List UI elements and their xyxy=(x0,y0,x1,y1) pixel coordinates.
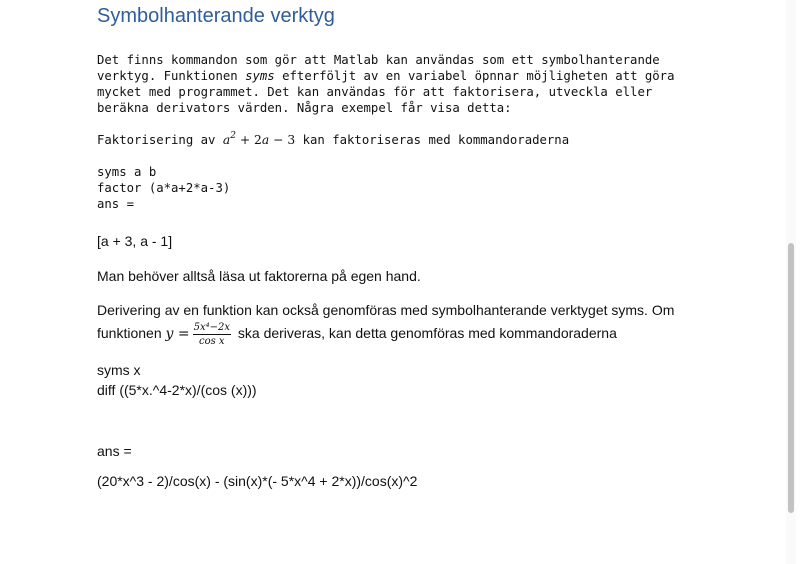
fraction-denominator: cos x xyxy=(199,336,225,347)
diff-line-1: Derivering av en funktion kan också genomföras med symbolhanterande verktyget syms. Om xyxy=(97,302,675,318)
factor-result: [a + 3, a - 1] xyxy=(97,233,173,249)
factor-note: Man behöver alltså läsa ut faktorerna på egen hand. xyxy=(97,268,421,284)
scrollbar-thumb[interactable] xyxy=(788,243,794,513)
code-line: ans = xyxy=(97,443,132,459)
diff-line-2 xyxy=(97,322,617,347)
math-fraction xyxy=(193,322,231,347)
math-lhs: y = xyxy=(165,326,190,343)
code-line: syms a b xyxy=(97,165,157,179)
factor-expression xyxy=(223,133,295,147)
page-title: Symbolhanterande verktyg xyxy=(97,5,335,27)
fraction-numerator: 5x⁴−2x xyxy=(193,322,230,333)
intro-line-3: mycket med programmet. Det kan användas för att faktorisera, utveckla eller xyxy=(97,85,653,99)
diff-result: (20*x^3 - 2)/cos(x) - (sin(x)*(- 5*x^4 + 2*x))/cos(x)^2 xyxy=(97,473,418,489)
math-exponent: 2 xyxy=(230,131,236,141)
intro-line-2 xyxy=(97,68,674,84)
intro-line-1: Det finns kommandon som gör att Matlab kan användas som ett symbolhanterande xyxy=(97,53,660,67)
syms-keyword: syms xyxy=(245,69,275,83)
factor-lead-line xyxy=(97,132,569,148)
code-line: syms x xyxy=(97,362,141,378)
factor-lead: Faktorisering av xyxy=(97,133,223,147)
diff-text: ska deriveras, kan detta genomföras med kommandoraderna xyxy=(234,325,617,342)
code-line: ans = xyxy=(97,197,135,211)
intro-line-4: beräkna derivators värden. Några exempel får visa detta: xyxy=(97,101,512,115)
intro-text: efterföljt av en variabel öpnnar möjligheten att göra xyxy=(274,69,675,83)
code-line: diff ((5*x.^4-2*x)/(cos (x))) xyxy=(97,382,257,398)
factor-tail: kan faktoriseras med kommandoraderna xyxy=(295,133,570,147)
diff-text: funktionen xyxy=(97,325,166,342)
math-term: + 2 xyxy=(235,133,262,147)
code-line: factor (a*a+2*a-3) xyxy=(97,181,231,195)
math-var: a xyxy=(222,133,231,147)
math-var: a xyxy=(261,133,270,147)
math-term: − 3 xyxy=(269,133,296,147)
intro-text: verktyg. Funktionen xyxy=(97,69,246,83)
